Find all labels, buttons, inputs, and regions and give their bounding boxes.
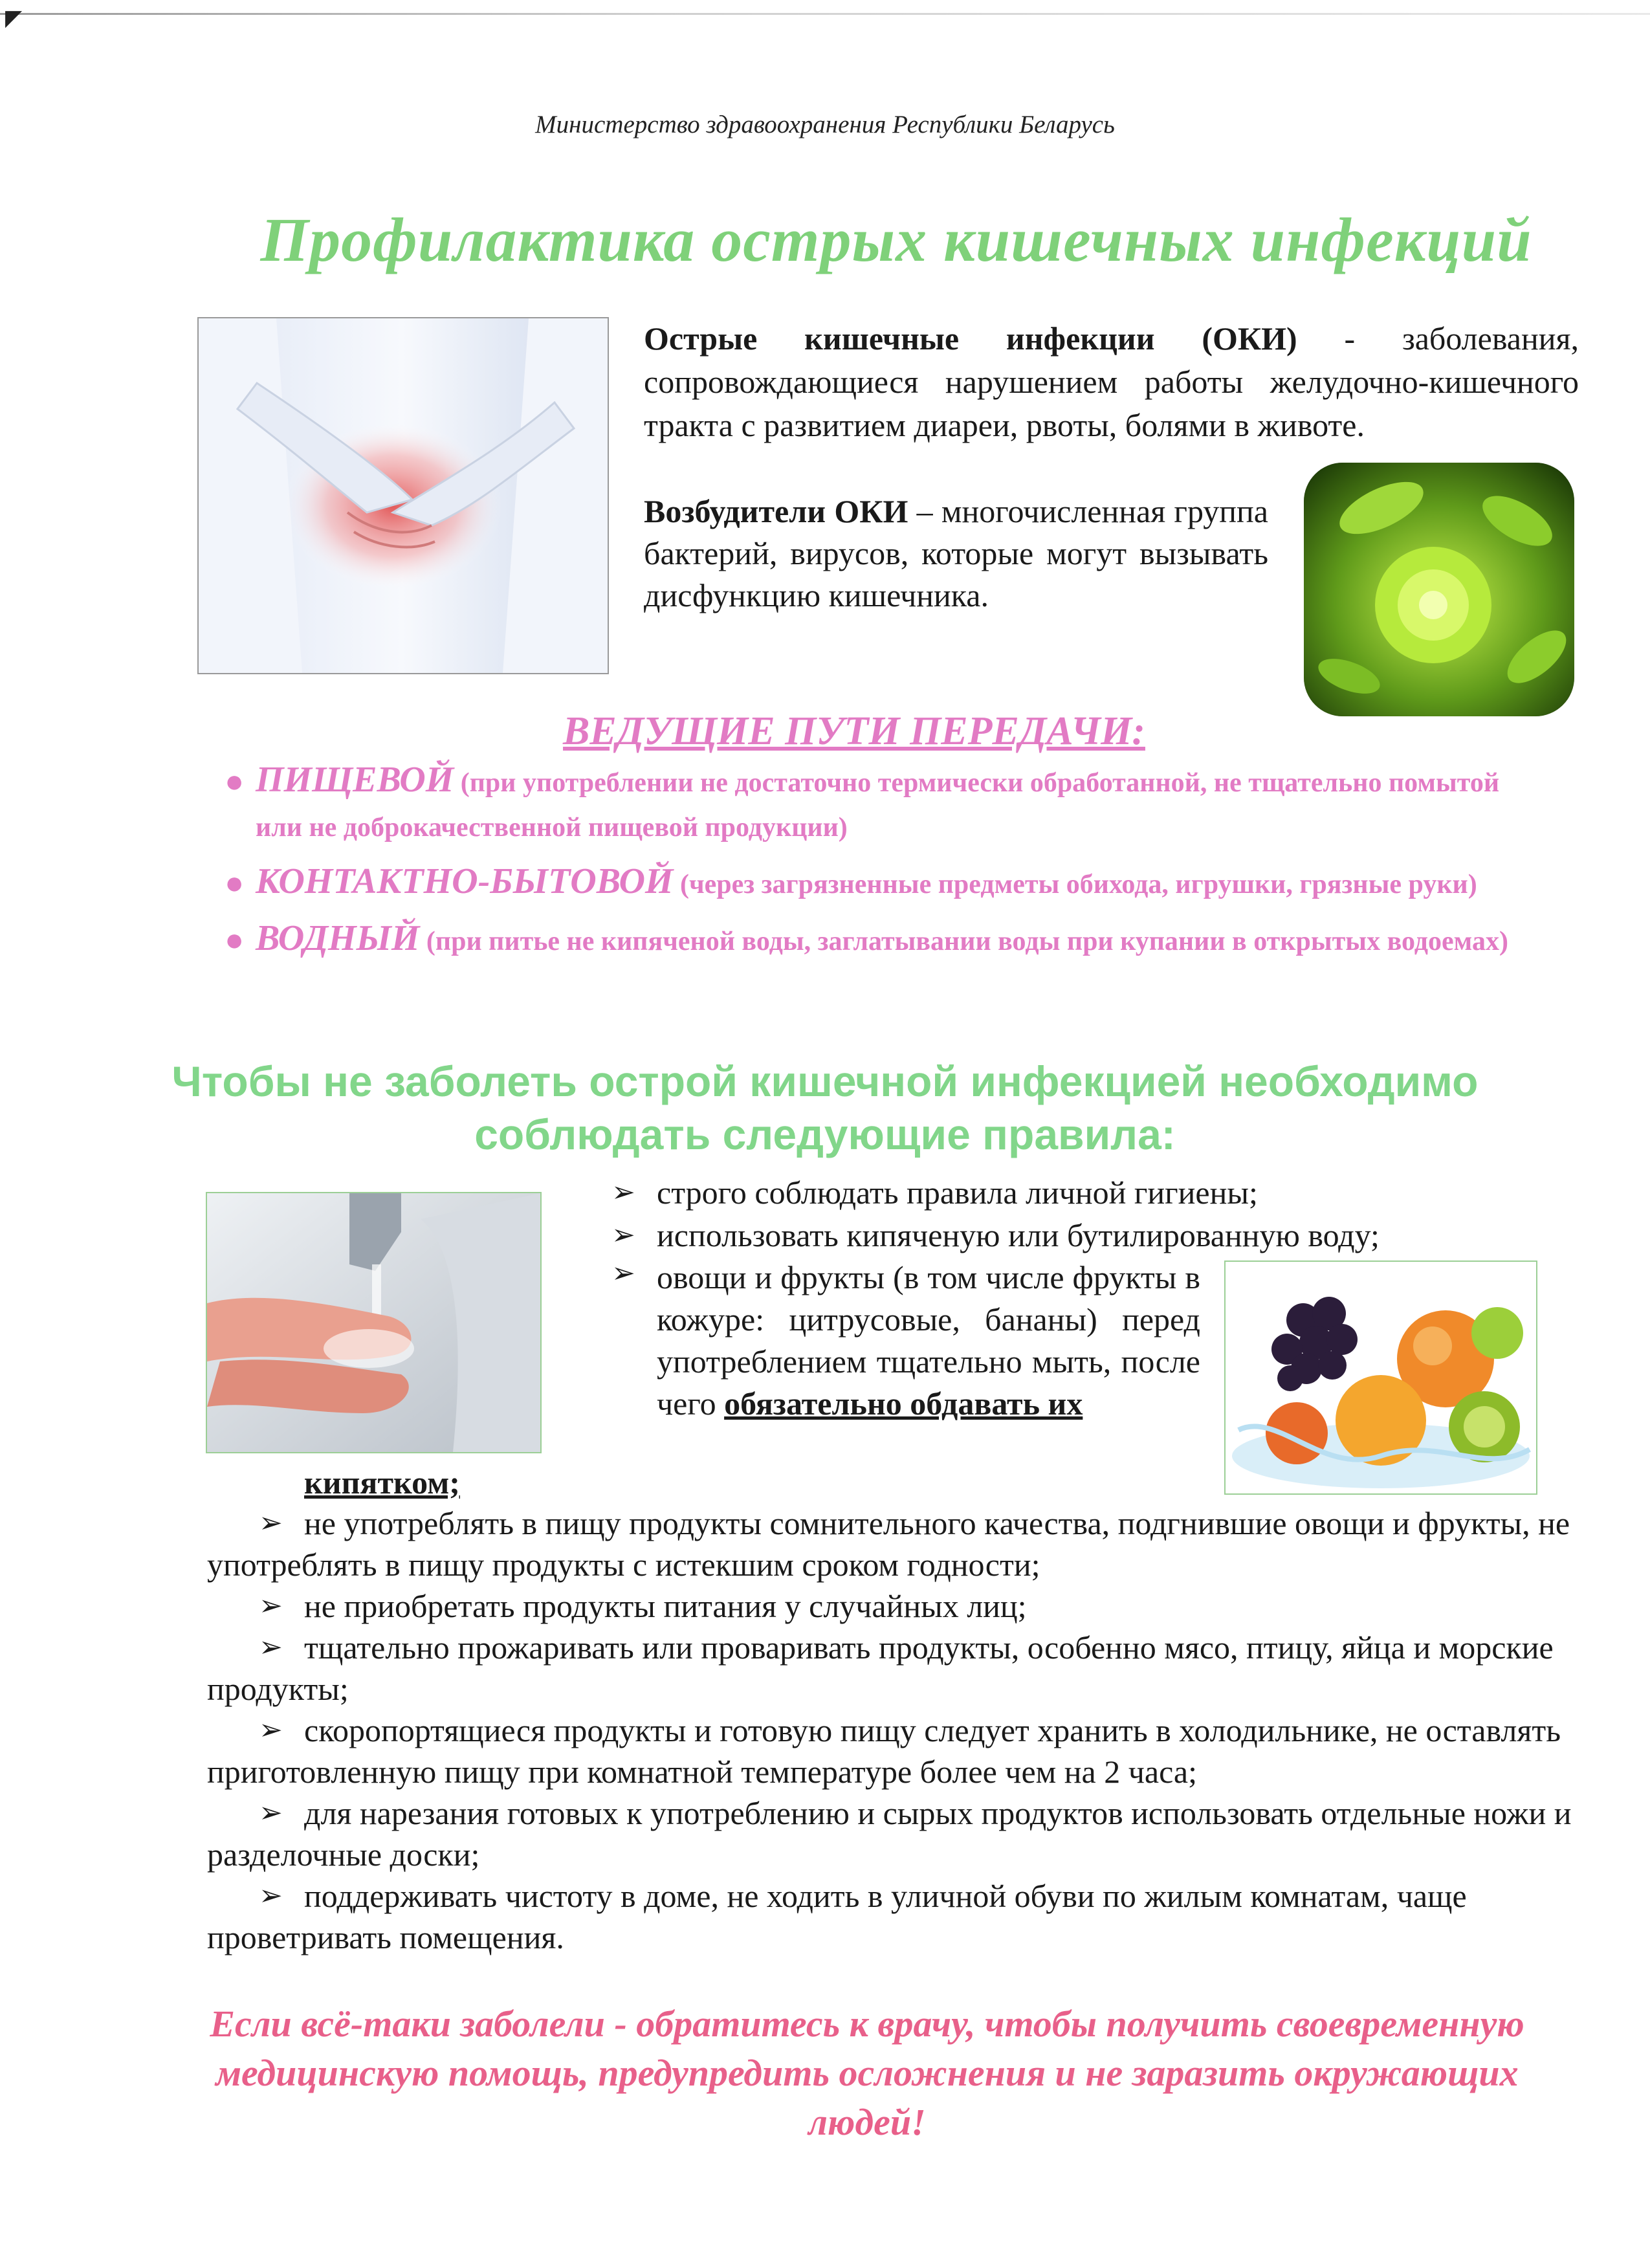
arrow-bullet-icon: ➢ (259, 1879, 283, 1912)
rule-text: тщательно прожаривать или проваривать продукты, особенно мясо, птицу, яйца и морские продукты; (207, 1629, 1554, 1707)
route-desc: (через загрязненные предметы обихода, игрушки, грязные руки) (673, 870, 1477, 899)
rules-bottom-list (207, 1503, 1576, 1958)
intro-pathogens (644, 490, 1268, 617)
arrow-bullet-icon: ➢ (259, 1589, 283, 1622)
arrow-bullet-icon: ➢ (259, 1713, 283, 1746)
rule-text: строго соблюдать правила личной гигиены; (657, 1174, 1258, 1211)
route-desc: (при употреблении не достаточно термически обработанной, не тщательно помытой или не доброкачественной пищевой продукции) (256, 768, 1500, 842)
intro-definition (644, 317, 1579, 447)
rule-vegetables (657, 1257, 1200, 1425)
arrow-bullet-icon: ➢ (259, 1796, 283, 1829)
pathogens-term: Возбудители ОКИ (644, 493, 908, 529)
route-item-food (225, 760, 1540, 853)
rule-text: использовать кипяченую или бутилированную воду; (657, 1217, 1380, 1253)
rule-item (207, 1710, 1576, 1792)
rule-text: для нарезания готовых к употреблению и сырых продуктов использовать отдельные ножи и разделочные доски; (207, 1795, 1572, 1873)
rule-text: не употреблять в пищу продукты сомнительного качества, подгнившие овощи и фрукты, не употреблять в пищу продукты с истекшим сроком годности; (207, 1505, 1570, 1583)
rule-text: не приобретать продукты питания у случайных лиц; (304, 1588, 1027, 1624)
routes-title: ВЕДУЩИЕ ПУТИ ПЕРЕДАЧИ: (563, 709, 1145, 753)
arrow-bullet-icon: ➢ (259, 1506, 283, 1539)
rule-item (207, 1585, 1576, 1627)
rule-item (611, 1171, 1589, 1214)
pathogens-text: – многочисленная группа бактерий, вирусов, которые могут вызывать дисфункцию кишечника. (644, 493, 1268, 613)
rule-item (611, 1214, 1589, 1257)
rule-item (207, 1875, 1576, 1958)
oki-term: Острые кишечные инфекции (ОКИ) (644, 320, 1297, 357)
arrow-bullet-icon: ➢ (611, 1257, 635, 1290)
veg-text: овощи и фрукты (в том числе фрукты в кожуре: цитрусовые, бананы) перед употреблением тщательно мыть, после чего (657, 1259, 1200, 1422)
route-name: КОНТАКТНО-БЫТОВОЙ (256, 861, 674, 901)
bacteria-photo (1304, 463, 1574, 716)
scan-corner-mark: ◤ (5, 6, 23, 30)
arrow-bullet-icon: ➢ (259, 1631, 283, 1664)
arrow-bullet-icon: ➢ (611, 1176, 635, 1209)
veg-boil: кипятком; (304, 1464, 460, 1501)
rules-title-line1: Чтобы не заболеть острой кишечной инфекцией необходимо (171, 1057, 1479, 1105)
rules-title (0, 1055, 1650, 1161)
route-desc: (при питье не кипяченой воды, заглатывании воды при купании в открытых водоемах) (419, 927, 1508, 956)
page-title: Профилактика острых кишечных инфекций (260, 205, 1532, 274)
arrow-bullet-icon: ➢ (611, 1218, 635, 1251)
scan-edge-line (0, 13, 1650, 15)
hand-washing-photo (206, 1192, 542, 1453)
route-item-contact (225, 861, 1540, 910)
fruits-photo (1224, 1261, 1537, 1495)
route-name: ВОДНЫЙ (256, 918, 420, 958)
rule-item (207, 1503, 1576, 1585)
rule-item (207, 1792, 1576, 1875)
rules-top-list (611, 1171, 1589, 1257)
route-name: ПИЩЕВОЙ (256, 760, 454, 800)
bullet-dot-icon: ● (225, 921, 245, 958)
closing-advice: Если всё-таки заболели - обратитесь к врачу, чтобы получить своевременную медицинскую помощь, предупредить осложнения и не заразить окружающих людей! (210, 2003, 1524, 2143)
bullet-dot-icon: ● (225, 864, 245, 901)
routes-list (225, 760, 1540, 976)
bullet-dot-icon: ● (225, 763, 245, 799)
veg-bold: обязательно обдавать их (724, 1385, 1083, 1422)
rule-item (207, 1627, 1576, 1710)
stomach-ache-photo (197, 317, 609, 674)
oki-definition: - заболевания, сопровождающиеся нарушением работы желудочно-кишечного тракта с развитием диареи, рвоты, болями в животе. (644, 320, 1579, 443)
route-item-water (225, 918, 1540, 967)
ministry-header: Министерство здравоохранения Республики Беларусь (535, 111, 1115, 138)
rule-text: поддерживать чистоту в доме, не ходить в уличной обуви по жилым комнатам, чаще проветривать помещения. (207, 1878, 1467, 1955)
rule-text: скоропортящиеся продукты и готовую пищу следует хранить в холодильнике, не оставлять приготовленную пищу при комнатной температуре более чем на 2 часа; (207, 1712, 1561, 1790)
rules-title-line2: соблюдать следующие правила: (474, 1110, 1176, 1158)
